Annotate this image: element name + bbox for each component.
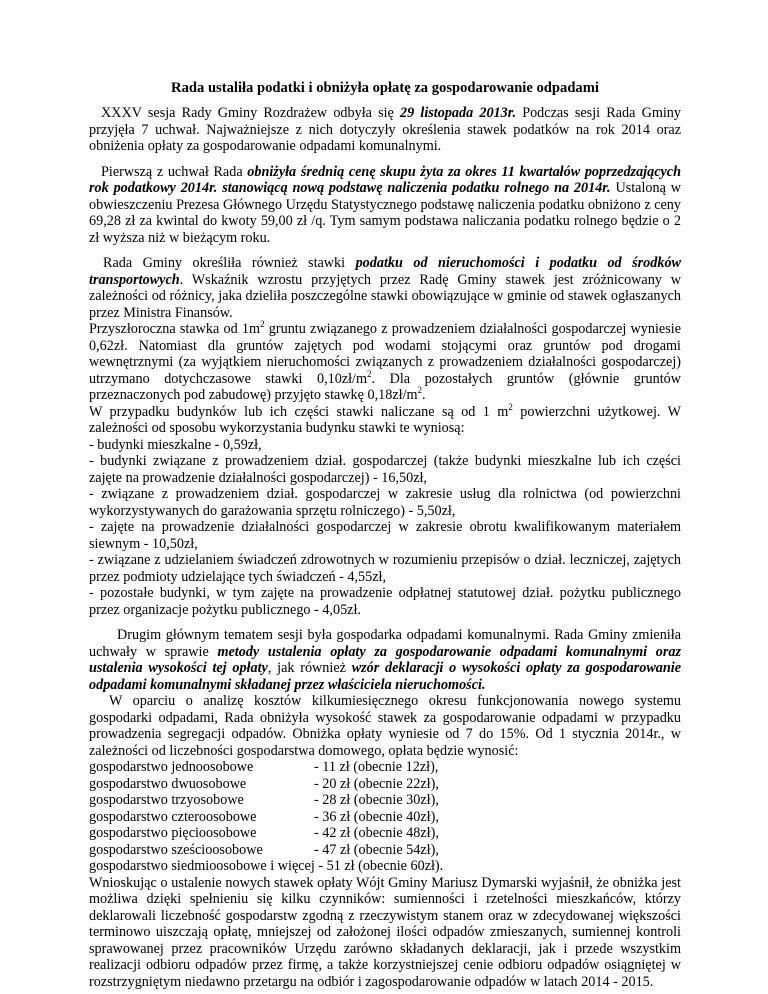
list-item: - pozostałe budynki, w tym zajęte na prowadzenie odpłatnej statutowej dział. pożytku publicznego przez organizacje pożytku publicznego - 4,05zł. <box>89 585 681 618</box>
list-item: - budynki związane z prowadzeniem dział. gospodarczej (także budynki mieszkalne lub ich części zajęte na prowadzenie działalności gospodarczej) - 16,50zł, <box>89 453 681 486</box>
paragraph-explanation: Wnioskując o ustalenie nowych stawek opłaty Wójt Gminy Mariusz Dymarski wyjaśnił, że obniżka jest możliwa dzięki spełnieniu się kilku czynników: sumienności i rzetelności mieszkańców, którzy deklarowali liczebność gospodarstw zgodną z rzeczywistym stanem oraz w zdecydowanej większości terminowo uiszczają opłatę, mniejszej od założonej ilości odpadów zmieszanych, sumiennej kontroli sprawowanej przez pracowników Urzędu zarówno składanych deklaracji, jak i przede wszystkim realizacji odbioru odpadów przez firmę, a także korzystniejszej cenie odbioru odpadów osiągniętej w rozstrzygniętym niedawno przetargu na odbiór i zagospodarowanie odpadów w latach 2014 - 2015. <box>89 874 681 990</box>
paragraph-session: XXXV sesja Rady Gminy Rozdrażew odbyła się 29 listopada 2013r. Podczas sesji Rada Gminy przyjęła 7 uchwał. Najważniejsze z nich dotyczyły określenia stawek podatków na rok 2014 oraz obniżenia opłaty za gospodarowanie odpadami komunalnymi. <box>89 105 681 154</box>
fee-row: gospodarstwo czteroosobowe - 36 zł (obecnie 40zł), <box>89 808 439 825</box>
paragraph-property-tax: Rada Gminy określiła również stawki podatku od nieruchomości i podatku od środków transportowych. Wskaźnik wzrostu przyjętych przez Radę Gminy stawek jest zróżnicowany w zależności od różnicy, jaka dzieliła poszczególne stawki obowiązujące w gminie od stawek ogłaszanych przez Ministra Finansów. <box>89 255 681 321</box>
paragraph-waste-management: Drugim głównym tematem sesji była gospodarka odpadami komunalnymi. Rada Gminy zmieniła uchwały w sprawie metody ustalenia opłaty za gospodarowanie odpadami komunalnymi oraz ustalenia wysokości tej opłaty, jak również wzór deklaracji o wysokości opłaty za gospodarowanie odpadami komunalnymi składanej przez właściciela nieruchomości. <box>89 627 682 693</box>
fee-row: gospodarstwo sześcioosobowe - 47 zł (obecnie 54zł), <box>89 841 439 858</box>
article-title: Rada ustaliła podatki i obniżyła opłatę za gospodarowanie odpadami <box>171 80 599 96</box>
list-item: - związane z prowadzeniem dział. gospodarczej w zakresie usług dla rolnictwa (od powierzchni wykorzystywanych do garażowania sprzętu rolniczego) - 5,50zł, <box>89 486 681 519</box>
paragraph-land-rates: Przyszłoroczna stawka od $1m^2$ gruntu związanego z prowadzeniem działalności gospodarczej wyniesie 0,62zł. Natomiast dla gruntów zajętych pod wodami stojącymi oraz gruntów pod drogami wewnętrznymi (za wyjątkiem nieruchomości związanych z prowadzeniem działalności gospodarczej) utrzymano dotychczasowe stawki $0,10zł/m^2$. Dla pozostałych gruntów (głównie gruntów przeznaczonych pod zabudowę) przyjęto stawkę $0,18zł/m^2$. <box>89 319 681 403</box>
article <box>89 80 681 990</box>
fee-row: gospodarstwo pięcioosobowe - 42 zł (obecnie 48zł), <box>89 825 439 841</box>
list-item: - związane z udzielaniem świadczeń zdrowotnych w rozumieniu przepisów o dział. leczniczej, zajętych przez podmioty udzielające tych świadczeń - 4,55zł, <box>89 552 681 585</box>
fee-row-last: gospodarstwo siedmioosobowe i więcej - 51 zł (obecnie 60zł). <box>89 858 444 874</box>
fee-row: gospodarstwo dwuosobowe - 20 zł (obecnie 22zł), <box>89 775 439 792</box>
list-item: - zajęte na prowadzenie działalności gospodarczej w zakresie obrotu kwalifikowanym materiałem siewnym - 10,50zł, <box>89 519 681 552</box>
fee-row: gospodarstwo trzyosobowe - 28 zł (obecnie 30zł), <box>89 792 439 808</box>
fee-row: gospodarstwo jednoosobowe - 11 zł (obecnie 12zł), <box>89 759 439 775</box>
paragraph-fee-reduction: W oparciu o analizę kosztów kilkumiesięcznego okresu funkcjonowania nowego systemu gospodarki odpadami, Rada obniżyła wysokość stawek za gospodarowanie odpadami w przypadku prowadzenia segregacji odpadów. Obniżka opłaty wyniesie od 7 do 15%. Od 1 stycznia 2014r., w zależności od liczebności gospodarstwa domowego, opłata będzie wynosić: <box>89 693 681 759</box>
paragraph-agricultural-tax: Pierwszą z uchwał Rada obniżyła średnią cenę skupu żyta za okres 11 kwartałów poprzedzających rok podatkowy 2014r. stanowiącą nową podstawę naliczenia podatku rolnego na 2014r. Ustaloną w obwieszczeniu Prezesa Głównego Urzędu Statystycznego podstawę naliczenia podatku obniżono z ceny 69,28 zł za kwintal do kwoty 59,00 zł /q. Tym samym podstawa naliczania podatku rolnego będzie o 2 zł wyższa niż w bieżącym roku. <box>89 163 681 246</box>
paragraph-building-rates: W przypadku budynków lub ich części stawki naliczane są od 1 $m^2$ powierzchni użytkowej. W zależności od sposobu wykorzystania budynku stawki te wyniosą: <box>89 401 681 436</box>
list-item: - budynki mieszkalne - 0,59zł, <box>89 436 262 453</box>
